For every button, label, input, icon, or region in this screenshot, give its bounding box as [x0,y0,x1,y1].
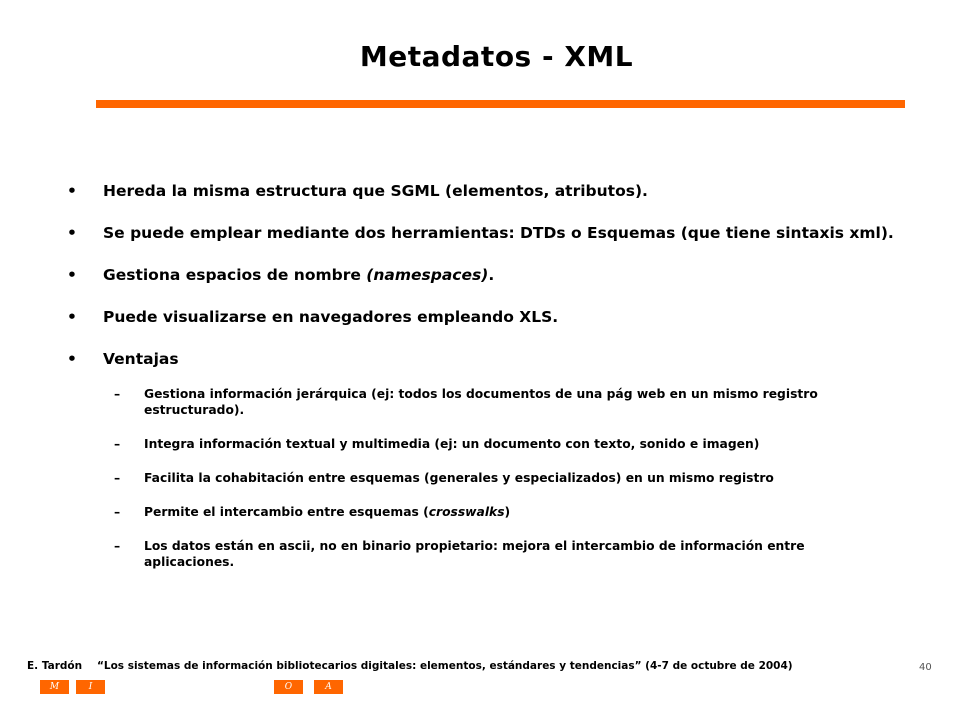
bullet-item [64,266,894,284]
bullet-text: Puede visualizarse en navegadores empleando XLS. [103,308,559,326]
sub-bullet-text: Los datos están en ascii, no en binario propietario: mejora el intercambio de información entre aplicaciones. [144,539,805,569]
bullet-item [64,182,894,200]
dash-marker: – [114,387,121,401]
bullet-marker: • [67,350,77,368]
sub-bullet-item [64,538,894,570]
nav-a-button[interactable]: A [314,680,343,694]
nav-menu-button[interactable]: M [40,680,69,694]
sub-bullet-list [64,386,894,570]
nav-o-button[interactable]: O [274,680,303,694]
sub-bullet-text: Integra información textual y multimedia (ej: un documento con texto, sonido e imagen) [144,437,760,451]
dash-marker: – [114,471,121,485]
sub-bullet-text: Permite el intercambio entre esquemas ( [144,505,429,519]
sub-bullet-text-emphasis: crosswalks [428,505,505,519]
bullet-text: Hereda la misma estructura que SGML (elementos, atributos). [103,182,648,200]
sub-bullet-text: Gestiona información jerárquica (ej: todos los documentos de una pág web en un mismo registro estructurado). [144,387,818,417]
bullet-item [64,308,894,326]
bullet-text: . [488,266,495,284]
bullet-item [64,350,894,368]
title-underline [96,100,905,108]
bullet-marker: • [67,266,77,284]
page-number: 40 [919,662,932,673]
bullet-marker: • [67,182,77,200]
sub-bullet-text: Facilita la cohabitación entre esquemas (generales y especializados) en un mismo registro [144,471,774,485]
dash-marker: – [114,539,121,553]
bullet-text-emphasis: (namespaces) [366,266,489,284]
sub-bullet-item [64,436,894,452]
bullet-marker: • [67,224,77,242]
sub-bullet-item [64,470,894,486]
bullet-marker: • [67,308,77,326]
sub-bullet-item [64,386,894,418]
sub-bullet-text: ) [504,505,511,519]
bullet-list [64,182,894,588]
sub-bullet-item [64,504,894,520]
bullet-text: Gestiona espacios de nombre [103,266,367,284]
footer-citation: “Los sistemas de información bibliotecarios digitales: elementos, estándares y tendencias” (4-7 de octubre de 2004) [97,660,793,672]
dash-marker: – [114,505,121,519]
nav-index-button[interactable]: I [76,680,105,694]
footer-author: E. Tardón [27,660,83,672]
bullet-text: Se puede emplear mediante dos herramientas: DTDs o Esquemas (que tiene sintaxis xml). [103,224,894,242]
slide-title: Metadatos - XML [359,40,634,73]
bullet-text: Ventajas [103,350,179,368]
bullet-item [64,224,894,242]
dash-marker: – [114,437,121,451]
